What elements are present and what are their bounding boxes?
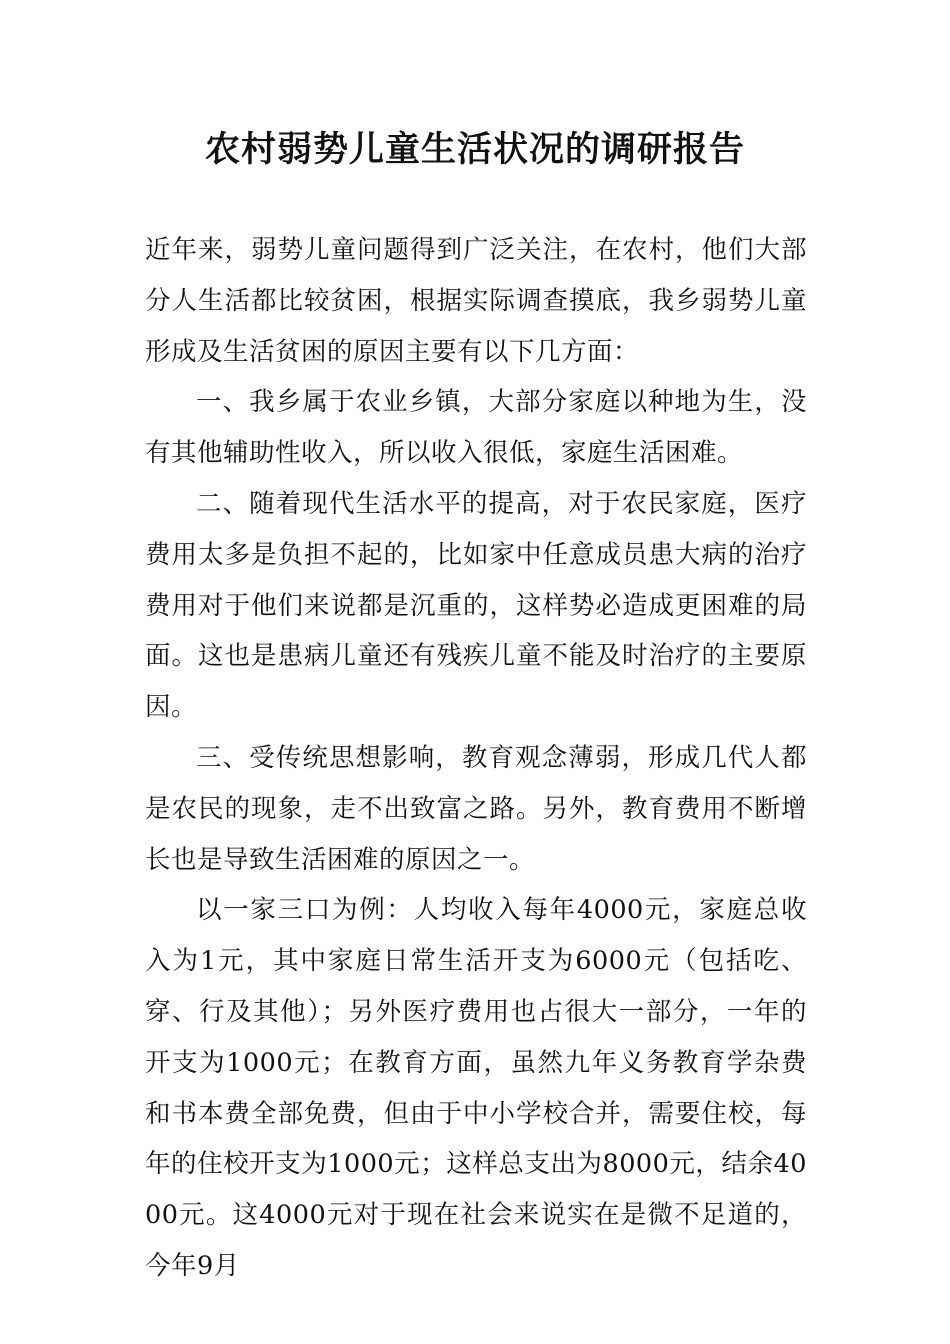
paragraph-reason-1: 一、我乡属于农业乡镇，大部分家庭以种地为生，没有其他辅助性收入，所以收入很低，家庭生活困难。 — [145, 387, 807, 469]
paragraph-example: 以一家三口为例：人均收入每年4000元，家庭总收入为1元，其中家庭日常生活开支为6000元（包括吃、穿、行及其他）；另外医疗费用也占很大一部分，一年的开支为1000元；在教育方面，虽然九年义务教育学杂费和书本费全部免费，但由于中小学校合并，需要住校，每年的住校开支为1000元；这样总支出为8000元，结余4000元。这4000元对于现在社会来说实在是微不足道的，今年9月 — [145, 895, 807, 1281]
paragraph-reason-2: 二、随着现代生活水平的提高，对于农民家庭，医疗费用太多是负担不起的，比如家中任意成员患大病的治疗费用对于他们来说都是沉重的，这样势必造成更困难的局面。这也是患病儿童还有残疾儿童不能及时治疗的主要原因。 — [145, 488, 807, 723]
document-body — [145, 225, 807, 1292]
paragraph-intro: 近年来，弱势儿童问题得到广泛关注，在农村，他们大部分人生活都比较贫困，根据实际调查摸底，我乡弱势儿童形成及生活贫困的原因主要有以下几方面： — [145, 235, 807, 367]
document-title: 农村弱势儿童生活状况的调研报告 — [204, 130, 745, 170]
paragraph-reason-3: 三、受传统思想影响，教育观念薄弱，形成几代人都是农民的现象，走不出致富之路。另外，教育费用不断增长也是导致生活困难的原因之一。 — [145, 742, 807, 875]
